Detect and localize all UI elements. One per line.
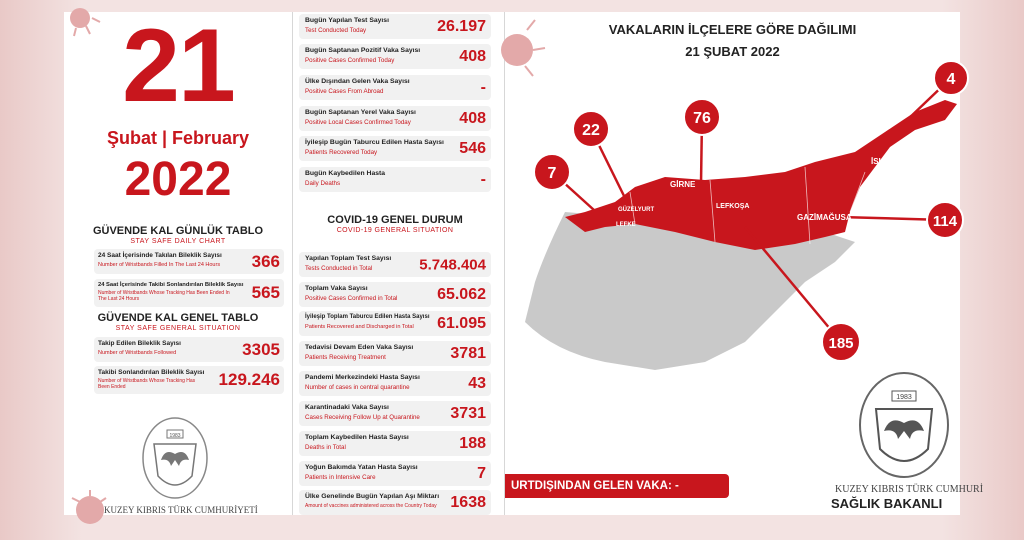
general-row	[299, 341, 491, 366]
row-value: 565	[251, 283, 280, 302]
row-sublabel: Patients Recovered Today	[305, 149, 378, 156]
trnc-emblem-icon	[854, 369, 954, 481]
today-row	[299, 106, 491, 131]
general-row	[299, 252, 491, 277]
daily-chart-subtitle: STAY SAFE DAILY CHART	[130, 238, 226, 245]
row-label: 24 Saat İçerisinde Takibi Sonlandırılan Bileklik Sayısı	[98, 282, 244, 288]
row-sublabel: Tests Conducted in Total	[305, 265, 373, 272]
district-label-guzelyurt: GÜZELYURT	[618, 207, 655, 213]
row-label: 24 Saat İçerisinde Takılan Bileklik Sayısı	[98, 252, 222, 259]
general-row	[94, 366, 284, 394]
row-value: 366	[251, 251, 280, 271]
row-value: 5.748.404	[419, 256, 486, 273]
row-sublabel: Deaths in Total	[305, 444, 346, 451]
row-label: Bugün Kaybedilen Hasta	[305, 170, 386, 177]
district-value-girne: 76	[693, 110, 711, 127]
row-label: İyileşip Toplam Taburcu Edilen Hasta Sayısı	[305, 314, 430, 320]
middle-column	[296, 12, 496, 515]
district-value-iskele: 4	[946, 71, 956, 88]
row-value: 408	[459, 47, 486, 65]
row-label: Bugün Saptanan Pozitif Vaka Sayısı	[305, 47, 421, 54]
row-label: Pandemi Merkezindeki Hasta Sayısı	[305, 374, 420, 381]
row-sublabel: Patients in Intensive Care	[305, 474, 376, 481]
emblem-year: 1983	[169, 433, 181, 439]
covid-general-title: COVID-19 GENEL DURUM	[327, 214, 463, 226]
general-situation-title: GÜVENDE KAL GENEL TABLO	[97, 312, 259, 324]
general-row	[94, 337, 284, 362]
row-sublabel: Number of Wristbands Filled In The Last 24 Hours	[98, 262, 221, 268]
footer-left-text: KUZEY KIBRIS TÜRK CUMHURİYETİ	[104, 505, 258, 515]
row-sublabel: Positive Local Cases Confirmed Today	[305, 119, 411, 126]
row-sublabel: Patients Recovered and Discharged in Total	[305, 324, 414, 330]
right-column	[505, 12, 984, 515]
row-value: 3305	[242, 339, 280, 359]
today-row	[299, 75, 491, 100]
row-value: 3781	[450, 344, 486, 362]
district-label-gazimagusa: GAZİMAĞUSA	[797, 213, 852, 222]
district-label-girne: GİRNE	[670, 180, 696, 189]
row-sublabel: Number of cases in central quarantine	[305, 384, 410, 391]
row-label: Toplam Kaybedilen Hasta Sayısı	[305, 434, 409, 441]
daily-chart-title: GÜVENDE KAL GÜNLÜK TABLO	[92, 225, 264, 237]
row-sublabel: Positive Cases Confirmed Today	[305, 57, 395, 64]
row-label: Tedavisi Devam Eden Vaka Sayısı	[305, 344, 414, 351]
today-row	[299, 14, 491, 39]
daily-row	[94, 279, 284, 307]
row-label: Ülke Dışından Gelen Vaka Sayısı	[305, 78, 410, 85]
row-sublabel: Number of Wristbands Followed	[98, 350, 177, 356]
row-value: 546	[459, 139, 486, 157]
today-row	[299, 44, 491, 69]
district-label-iskele: İSKELE	[871, 157, 900, 166]
row-value: 1638	[450, 493, 486, 511]
row-label: İyileşip Bugün Taburcu Edilen Hasta Sayısı	[305, 139, 444, 146]
row-value: 408	[459, 109, 486, 127]
row-label: Bugün Saptanan Yerel Vaka Sayısı	[305, 109, 416, 116]
map-date: 21 ŞUBAT 2022	[685, 44, 780, 59]
row-label: Yapılan Toplam Test Sayısı	[305, 255, 392, 262]
row-label: Bugün Yapılan Test Sayısı	[305, 17, 389, 24]
row-value: 129.246	[218, 370, 280, 389]
row-value: 43	[468, 374, 486, 392]
row-value: 7	[477, 464, 486, 482]
infographic-sheet	[64, 8, 984, 515]
date-year: 2022	[124, 153, 232, 206]
date-day: 21	[122, 8, 234, 124]
row-sublabel: Amount of vaccines administered across the Country Today	[305, 503, 437, 509]
column-divider	[292, 12, 293, 515]
virus-decoration-icon	[64, 488, 124, 516]
general-row	[299, 461, 491, 486]
row-value: 26.197	[437, 17, 486, 35]
general-row	[299, 311, 491, 336]
today-row	[299, 136, 491, 161]
row-label: Toplam Vaka Sayısı	[305, 285, 368, 292]
row-label: Takip Edilen Bileklik Sayısı	[98, 340, 181, 347]
general-row	[299, 431, 491, 456]
left-column	[64, 8, 292, 515]
abroad-cases-banner: URTDIŞINDAN GELEN VAKA: -	[505, 474, 729, 498]
row-label: Ülke Genelinde Bugün Yapılan Aşı Miktarı	[305, 493, 440, 500]
row-value: -	[480, 170, 486, 188]
general-row	[299, 282, 491, 307]
covid-general-subtitle: COVID-19 GENERAL SITUATION	[336, 227, 454, 234]
general-row	[299, 490, 491, 515]
general-situation-subtitle: STAY SAFE GENERAL SITUATION	[115, 325, 241, 332]
district-value-guzelyurt: 22	[582, 122, 600, 139]
map-title: VAKALARIN İLÇELERE GÖRE DAĞILIMI	[608, 22, 857, 37]
row-sublabel: Test Conducted Today	[305, 27, 367, 34]
row-label: Karantinadaki Vaka Sayısı	[305, 404, 389, 411]
emblem-year: 1983	[896, 394, 912, 401]
row-sublabel: Positive Cases Confirmed in Total	[305, 295, 398, 302]
row-value: 61.095	[437, 314, 486, 332]
row-sublabel: Patients Receiving Treatment	[305, 354, 386, 361]
district-value-lefkosa: 185	[828, 335, 854, 352]
row-value: -	[480, 78, 486, 96]
footer-right-line1: KUZEY KIBRIS TÜRK CUMHURİ	[835, 484, 984, 495]
row-sublabel: Number of Wristbands Whose Tracking Has Been Ended	[98, 378, 196, 390]
row-label: Yoğun Bakımda Yatan Hasta Sayısı	[305, 464, 418, 471]
row-label: Takibi Sonlandırılan Bileklik Sayısı	[98, 369, 205, 376]
row-sublabel: Number of Wristbands Whose Tracking Has Been Ended In The Last 24 Hours	[98, 290, 230, 302]
row-value: 188	[459, 434, 486, 452]
general-row	[299, 401, 491, 426]
district-value-gazimagusa: 114	[932, 213, 958, 230]
daily-row	[94, 249, 284, 274]
row-value: 65.062	[437, 285, 486, 303]
general-row	[299, 371, 491, 396]
row-sublabel: Daily Deaths	[305, 180, 341, 187]
row-sublabel: Cases Receiving Follow Up at Quarantine	[305, 414, 420, 421]
district-value-lefke: 7	[547, 165, 557, 182]
trnc-emblem-icon	[140, 414, 210, 502]
row-value: 3731	[450, 404, 486, 422]
row-sublabel: Positive Cases From Abroad	[305, 88, 384, 95]
district-label-lefkosa: LEFKOŞA	[716, 203, 750, 210]
today-row	[299, 167, 491, 192]
district-label-lefke: LEFKE	[616, 222, 636, 228]
footer-right-line2: SAĞLIK BAKANLI	[831, 496, 943, 511]
date-month: Şubat | February	[106, 128, 250, 148]
